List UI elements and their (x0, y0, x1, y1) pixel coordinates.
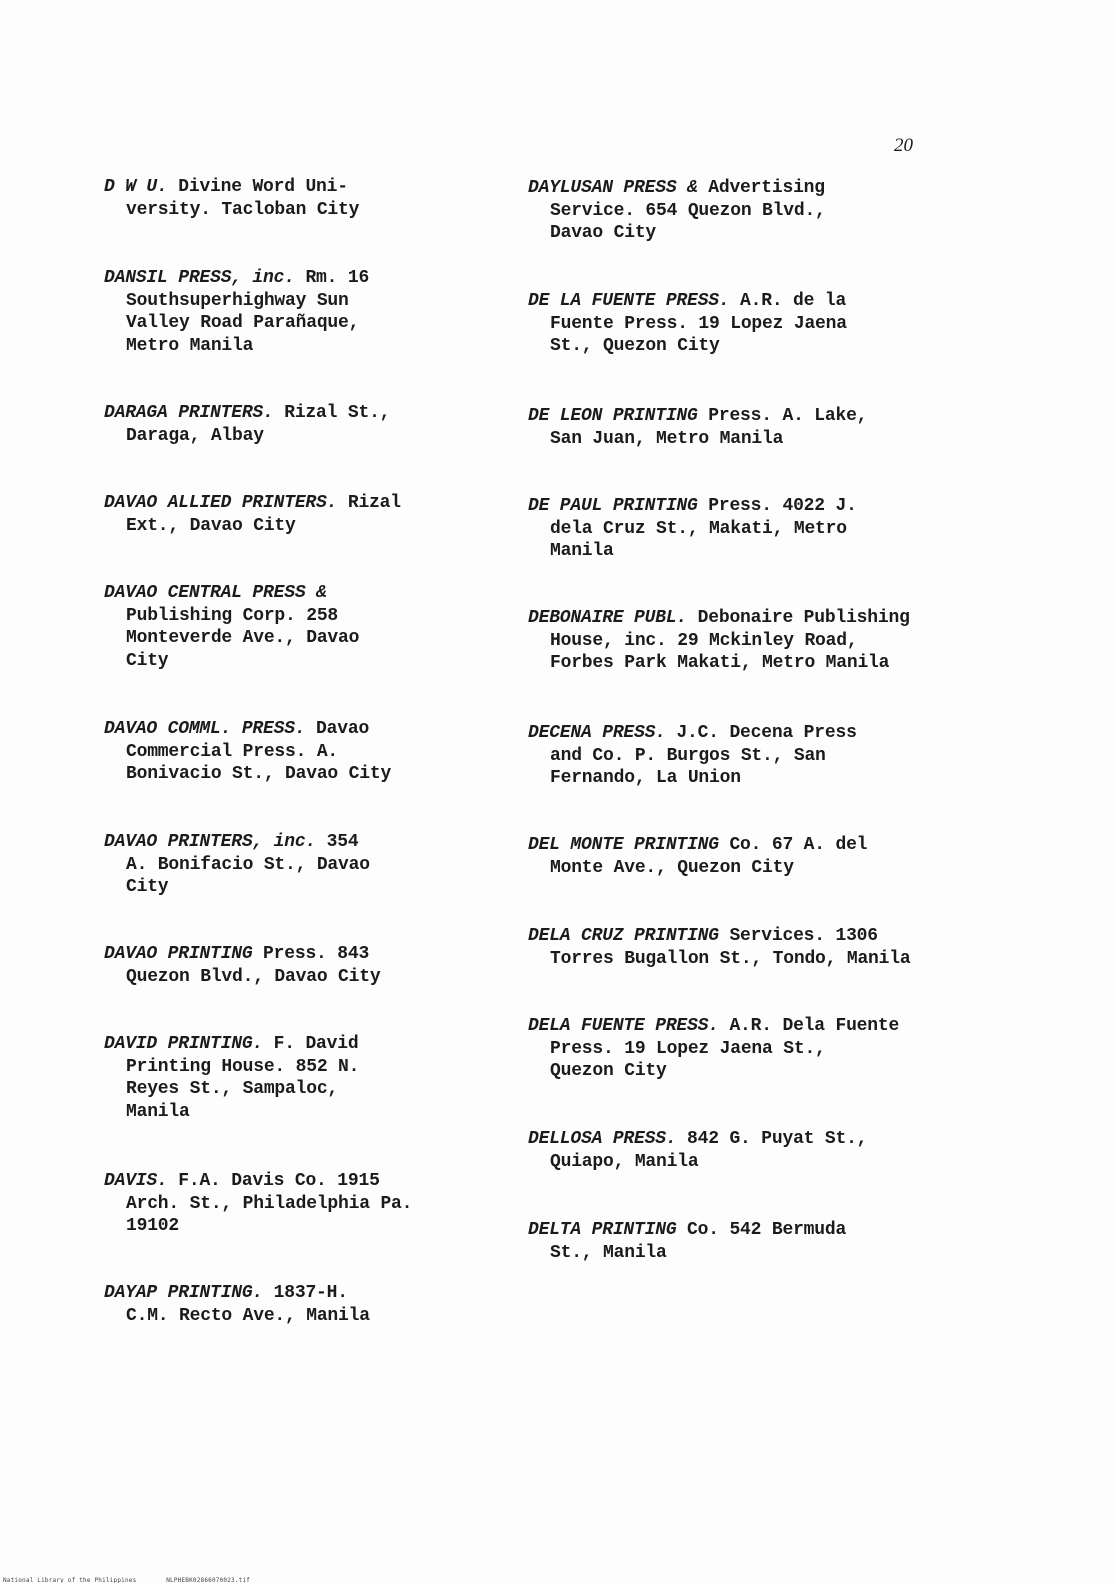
entry-line: Valley Road Parañaque, (126, 313, 360, 333)
entry-first-line (528, 834, 928, 857)
entry-name: DARAGA PRINTERS. (104, 403, 274, 423)
entry-name: DELLOSA PRESS. (528, 1129, 677, 1149)
entry-details: Rm. 16 (305, 268, 370, 288)
entry-first-line (528, 1128, 928, 1151)
entry-name: DELA FUENTE PRESS. (528, 1016, 719, 1036)
entry-line: Daraga, Albay (126, 425, 264, 446)
entry-name: DAVIS. (104, 1171, 168, 1191)
entry-name: DECENA PRESS. (528, 723, 666, 743)
entry-line: City (126, 650, 169, 671)
entry-line: A. Bonifacio St., Davao (126, 854, 370, 875)
entry-line: versity. Tacloban City (126, 199, 360, 220)
entry-line: Manila (550, 541, 614, 561)
entry-line: Manila (126, 1101, 190, 1122)
entry-details: A.R. de la (740, 291, 847, 311)
entry-name: DE PAUL PRINTING (528, 496, 698, 516)
entry-first-line (528, 607, 928, 630)
entry-name: DAYAP PRINTING. (104, 1283, 264, 1303)
directory-entry (528, 834, 928, 879)
entry-details: Advertising (708, 178, 825, 198)
entry-line: Bonivacio St., Davao City (126, 764, 392, 784)
entry-first-line (528, 405, 928, 428)
entry-first-line (104, 1033, 504, 1056)
directory-entry (104, 943, 504, 988)
directory-entry (528, 722, 928, 790)
directory-entry (104, 267, 504, 357)
directory-entry (528, 1219, 928, 1264)
entry-line: Service. 654 Quezon Blvd., (550, 200, 826, 221)
entry-first-line (104, 943, 504, 966)
entry-line: Commercial Press. A. (126, 741, 339, 762)
entry-name: DEBONAIRE PUBL. (528, 608, 688, 628)
entry-details: Davao (316, 719, 370, 739)
entry-first-line (104, 267, 504, 290)
entry-first-line (104, 718, 504, 741)
entry-name: DAYLUSAN PRESS & (528, 178, 698, 198)
entry-line: Southsuperhighway Sun (126, 290, 349, 311)
entry-details: 842 G. Puyat St., (687, 1129, 868, 1149)
entry-details: A.R. Dela Fuente (729, 1016, 900, 1036)
directory-entry (104, 582, 504, 672)
entry-first-line (528, 177, 928, 200)
entry-line: and Co. P. Burgos St., San (550, 745, 826, 766)
directory-entry (528, 177, 928, 245)
entry-line: Torres Bugallon St., Tondo, Manila (550, 948, 911, 969)
entry-details: Rizal St., (284, 403, 391, 423)
entry-line: Monteverde Ave., Davao (126, 628, 360, 648)
entry-line: dela Cruz St., Makati, Metro (550, 518, 847, 539)
entry-first-line (528, 1219, 928, 1242)
entry-line: Press. 19 Lopez Jaena St., (550, 1038, 826, 1059)
entry-name: DAVAO COMML. PRESS. (104, 719, 306, 739)
entry-details: F.A. Davis Co. 1915 (178, 1171, 380, 1191)
entry-first-line (528, 495, 928, 518)
entry-first-line (104, 582, 504, 605)
entry-details: Press. A. Lake, (708, 406, 868, 426)
entry-line: Quezon City (550, 1061, 667, 1081)
entry-first-line (528, 1015, 928, 1038)
entry-first-line (528, 290, 928, 313)
directory-entry (104, 402, 504, 447)
directory-entry (528, 1128, 928, 1173)
entry-line: Monte Ave., Quezon City (550, 857, 794, 878)
entry-details: F. David (273, 1034, 359, 1054)
library-credit: National Library of the Philippines (3, 1577, 137, 1583)
directory-entry (104, 176, 504, 221)
directory-entry (104, 1170, 504, 1238)
entry-line: Fuente Press. 19 Lopez Jaena (550, 313, 847, 334)
entry-first-line (104, 1282, 504, 1305)
directory-entry (104, 831, 504, 899)
entry-name: DEL MONTE PRINTING (528, 835, 719, 855)
page-number: 20 (894, 135, 913, 156)
entry-details: Debonaire Publishing (697, 608, 910, 628)
entry-line: Quezon Blvd., Davao City (126, 966, 381, 987)
entry-first-line (104, 176, 504, 199)
directory-entry (528, 290, 928, 358)
entry-name: DELTA PRINTING (528, 1220, 677, 1240)
entry-line: Reyes St., Sampaloc, (126, 1079, 339, 1099)
directory-entry (528, 405, 928, 450)
entry-line: Fernando, La Union (550, 768, 741, 788)
directory-entry (104, 718, 504, 786)
entry-name: DELA CRUZ PRINTING (528, 926, 719, 946)
entry-first-line (104, 1170, 504, 1193)
entry-line: St., Quezon City (550, 336, 720, 356)
entry-line: 19102 (126, 1216, 180, 1236)
entry-details: 354 (326, 832, 359, 852)
directory-entry (528, 495, 928, 563)
entry-name: DE LA FUENTE PRESS. (528, 291, 730, 311)
entry-line: Metro Manila (126, 335, 254, 356)
entry-name: DAVAO PRINTING (104, 944, 253, 964)
entry-line: City (126, 877, 169, 897)
entry-line: Davao City (550, 223, 657, 243)
entry-first-line (528, 925, 928, 948)
entry-details: Rizal (347, 493, 401, 513)
directory-entry (104, 492, 504, 537)
entry-name: DANSIL PRESS, inc. (104, 268, 295, 288)
entry-name: DAVAO PRINTERS, inc. (104, 832, 317, 852)
directory-entry (528, 925, 928, 970)
entry-details: J.C. Decena Press (676, 723, 857, 743)
entry-name: DAVAO ALLIED PRINTERS. (104, 493, 338, 513)
entry-first-line (104, 492, 504, 515)
directory-entry (528, 1015, 928, 1083)
entry-line: Arch. St., Philadelphia Pa. (126, 1193, 413, 1214)
entry-details: Press. 4022 J. (708, 496, 857, 516)
directory-entry (528, 607, 928, 675)
entry-name: D W U. (104, 177, 168, 197)
entry-line: San Juan, Metro Manila (550, 428, 784, 449)
entry-line: St., Manila (550, 1242, 667, 1263)
entry-line: Ext., Davao City (126, 515, 296, 536)
directory-entry (104, 1282, 504, 1327)
entry-line: House, inc. 29 Mckinley Road, (550, 630, 858, 651)
entry-name: DE LEON PRINTING (528, 406, 698, 426)
entry-details: Divine Word Uni- (178, 177, 348, 197)
entry-first-line (104, 831, 504, 854)
entry-details: Co. 67 A. del (729, 835, 868, 855)
directory-entry (104, 1033, 504, 1123)
file-id: NLPHEBK02866070023.tif (166, 1577, 251, 1583)
entry-first-line (104, 402, 504, 425)
entry-details: Co. 542 Bermuda (687, 1220, 847, 1240)
entry-line: C.M. Recto Ave., Manila (126, 1305, 370, 1326)
entry-name: DAVAO CENTRAL PRESS & (104, 583, 327, 603)
entry-details: Press. 843 (263, 944, 370, 964)
entry-line: Publishing Corp. 258 (126, 605, 339, 626)
scan-footer (3, 1570, 276, 1583)
entry-line: Printing House. 852 N. (126, 1056, 360, 1077)
entry-details: 1837-H. (273, 1283, 348, 1303)
entry-name: DAVID PRINTING. (104, 1034, 264, 1054)
entry-line: Forbes Park Makati, Metro Manila (550, 653, 890, 673)
entry-details: Services. 1306 (729, 926, 878, 946)
entry-first-line (528, 722, 928, 745)
entry-line: Quiapo, Manila (550, 1151, 699, 1172)
